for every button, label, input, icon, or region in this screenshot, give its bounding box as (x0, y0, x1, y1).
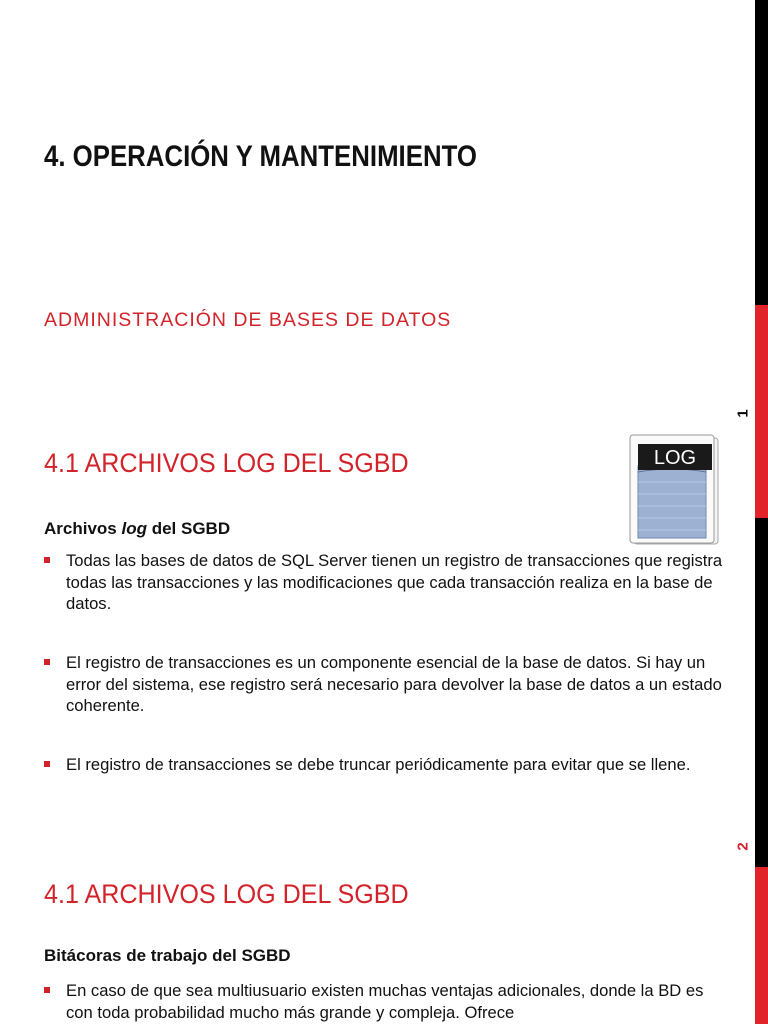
log-icon-label: LOG (653, 447, 697, 469)
slide-1-title: 4. OPERACIÓN Y MANTENIMIENTO (44, 140, 477, 173)
heading-em: log (121, 519, 147, 538)
slide-2-title: 4.1 ARCHIVOS LOG DEL SGBD (44, 448, 409, 478)
slide-3-title: 4.1 ARCHIVOS LOG DEL SGBD (44, 879, 409, 909)
slide-2-page-number: 2 (734, 842, 752, 851)
bullet-marker (44, 659, 50, 665)
bullet-marker (44, 761, 50, 767)
log-file-icon (626, 432, 722, 548)
slide-1-subtitle: ADMINISTRACIÓN DE BASES DE DATOS (44, 309, 452, 331)
slide-1-page-number: 1 (734, 409, 752, 418)
bullet-marker (44, 987, 50, 993)
heading-pre: Archivos (44, 519, 122, 538)
list-item (44, 980, 724, 1023)
list-item (44, 754, 724, 776)
list-item (44, 652, 724, 717)
bullet-text: El registro de transacciones se debe truncar periódicamente para evitar que se llene. (66, 755, 691, 774)
slide-2-heading (44, 519, 230, 539)
list-item (44, 550, 724, 615)
slide-3-heading: Bitácoras de trabajo del SGBD (44, 946, 291, 965)
heading-post: del SGBD (146, 519, 231, 538)
bullet-text: El registro de transacciones es un componente esencial de la base de datos. Si hay un error del sistema, ese registro será necesario para devolver la base de datos a un estado coherente. (66, 653, 722, 715)
slide-2-accent-bar (755, 867, 768, 1024)
slide-1-accent-bar (755, 305, 768, 518)
bullet-text: En caso de que sea multiusuario existen muchas ventajas adicionales, donde la BD es con toda probabilidad mucho más grande y compleja. Ofrece (66, 981, 704, 1022)
bullet-marker (44, 557, 50, 563)
bullet-text: Todas las bases de datos de SQL Server tienen un registro de transacciones que registra todas las transacciones y las modificaciones que cada transacción realiza en la base de datos. (66, 551, 723, 613)
